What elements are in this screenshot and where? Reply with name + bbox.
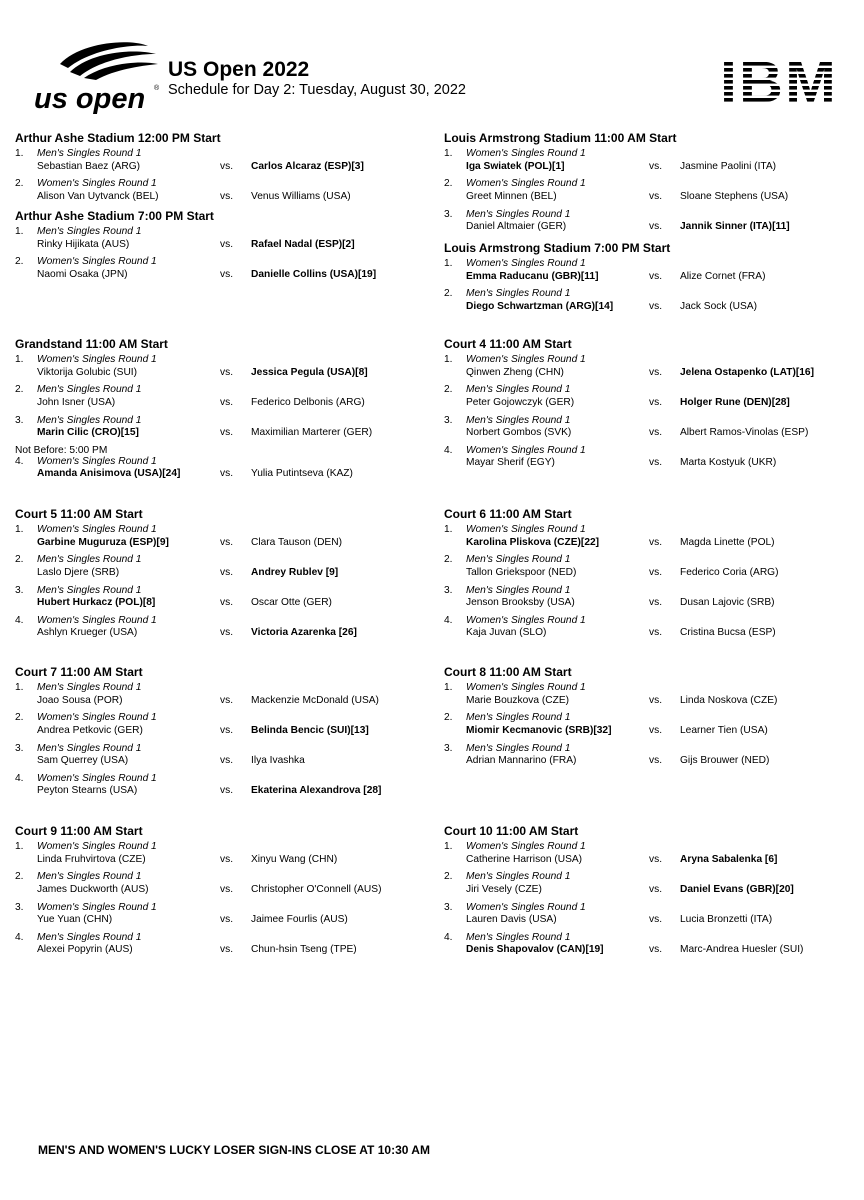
player-one: Sam Querrey (USA) <box>37 755 129 767</box>
match-number: 2. <box>15 256 24 268</box>
court-title: Court 8 11:00 AM Start <box>444 665 572 679</box>
versus-label: vs. <box>220 396 234 408</box>
player-one: Hubert Hurkacz (POL)[8] <box>37 597 156 609</box>
match-row <box>444 354 864 384</box>
match-row <box>15 743 435 773</box>
court-louis-armstrong-stadium-7-00-pm-start <box>444 240 864 319</box>
player-two: Magda Linette (POL) <box>680 536 775 548</box>
us-open-logo <box>30 38 162 116</box>
player-two: Jack Sock (USA) <box>680 300 757 312</box>
match-row <box>444 743 864 773</box>
player-two: Maximilian Marterer (GER) <box>251 427 373 439</box>
match-number: 4. <box>15 614 24 626</box>
svg-text:®: ® <box>154 85 160 92</box>
match-row <box>15 871 435 901</box>
court-title: Court 4 11:00 AM Start <box>444 337 572 351</box>
match-row <box>444 384 864 414</box>
player-one: Joao Sousa (POR) <box>37 694 123 706</box>
player-one: Rinky Hijikata (AUS) <box>37 238 130 250</box>
match-row <box>444 148 864 178</box>
match-number: 1. <box>444 841 453 852</box>
player-two: Daniel Evans (GBR)[20] <box>680 883 794 895</box>
match-number: 2. <box>444 554 453 566</box>
versus-label: vs. <box>220 597 234 609</box>
court-title: Court 6 11:00 AM Start <box>444 507 572 521</box>
match-number: 3. <box>15 901 24 913</box>
not-before-note: Not Before: 5:00 PM <box>15 444 108 456</box>
player-two: Learner Tien (USA) <box>680 724 768 736</box>
player-one: Andrea Petkovic (GER) <box>37 724 143 736</box>
match-row <box>15 456 435 484</box>
player-one: Peter Gojowczyk (GER) <box>466 396 575 408</box>
player-two: Mackenzie McDonald (USA) <box>251 694 379 706</box>
match-round: Men's Singles Round 1 <box>466 584 571 596</box>
match-number: 4. <box>444 444 453 456</box>
match-round: Men's Singles Round 1 <box>37 384 142 396</box>
versus-label: vs. <box>649 914 663 926</box>
player-two: Cristina Bucsa (ESP) <box>680 627 776 639</box>
court-grandstand-11-00-am-start <box>15 336 435 484</box>
versus-label: vs. <box>220 627 234 639</box>
match-row <box>444 178 864 208</box>
versus-label: vs. <box>649 190 663 202</box>
player-two: Jessica Pegula (USA)[8] <box>251 366 368 378</box>
match-number: 3. <box>15 742 24 754</box>
match-number: 1. <box>15 226 24 237</box>
versus-label: vs. <box>649 160 663 172</box>
player-one: Norbert Gombos (SVK) <box>466 427 572 439</box>
court-arthur-ashe-stadium-7-00-pm-start <box>15 208 435 287</box>
versus-label: vs. <box>649 536 663 548</box>
page-subtitle: Schedule for Day 2: Tuesday, August 30, 2022 <box>168 82 466 98</box>
match-number: 4. <box>444 931 453 943</box>
player-one: Adrian Mannarino (FRA) <box>466 755 577 767</box>
player-one: Jiri Vesely (CZE) <box>466 883 542 895</box>
match-number: 1. <box>15 841 24 852</box>
player-one: Alison Van Uytvanck (BEL) <box>37 190 159 202</box>
match-number: 2. <box>444 712 453 724</box>
match-round: Men's Singles Round 1 <box>466 712 571 724</box>
match-round: Women's Singles Round 1 <box>37 772 157 784</box>
versus-label: vs. <box>649 221 663 233</box>
match-row <box>15 354 435 384</box>
match-row <box>444 902 864 932</box>
player-two: Rafael Nadal (ESP)[2] <box>251 238 355 250</box>
match-round: Men's Singles Round 1 <box>37 584 142 596</box>
match-round: Women's Singles Round 1 <box>466 178 586 190</box>
court-court-10-11-00-am-start <box>444 823 864 962</box>
player-two: Danielle Collins (USA)[19] <box>251 268 377 280</box>
court-title: Louis Armstrong Stadium 11:00 AM Start <box>444 131 677 145</box>
match-number: 1. <box>444 354 453 365</box>
match-row <box>15 615 435 645</box>
player-one: Marie Bouzkova (CZE) <box>466 694 570 706</box>
player-two: Ilya Ivashka <box>251 755 305 767</box>
player-two: Andrey Rublev [9] <box>251 566 339 578</box>
versus-label: vs. <box>649 270 663 282</box>
player-one: Laslo Djere (SRB) <box>37 566 120 578</box>
match-row <box>15 712 435 742</box>
court-title: Arthur Ashe Stadium 7:00 PM Start <box>15 209 214 223</box>
player-one: Alexei Popyrin (AUS) <box>37 944 133 956</box>
match-number: 1. <box>15 682 24 693</box>
match-row <box>15 773 435 803</box>
match-row <box>15 554 435 584</box>
player-one: Karolina Pliskova (CZE)[22] <box>466 536 600 548</box>
player-one: Peyton Stearns (USA) <box>37 785 138 797</box>
match-row <box>15 148 435 178</box>
player-two: Holger Rune (DEN)[28] <box>680 396 790 408</box>
court-court-5-11-00-am-start <box>15 506 435 645</box>
match-row <box>15 178 435 208</box>
versus-label: vs. <box>220 160 234 172</box>
match-round: Women's Singles Round 1 <box>466 258 586 269</box>
page-title: US Open 2022 <box>168 58 310 81</box>
match-round: Women's Singles Round 1 <box>466 901 586 913</box>
player-two: Gijs Brouwer (NED) <box>680 755 770 767</box>
court-title: Court 9 11:00 AM Start <box>15 824 143 838</box>
versus-label: vs. <box>220 566 234 578</box>
match-row <box>15 256 435 286</box>
player-two: Jelena Ostapenko (LAT)[16] <box>680 366 814 378</box>
match-round: Men's Singles Round 1 <box>37 682 142 693</box>
match-row <box>15 902 435 932</box>
court-title: Grandstand 11:00 AM Start <box>15 337 168 351</box>
player-one: Yue Yuan (CHN) <box>37 914 113 926</box>
match-number: 2. <box>15 712 24 724</box>
match-round: Women's Singles Round 1 <box>37 841 157 852</box>
match-row <box>15 682 435 712</box>
match-row <box>444 554 864 584</box>
ibm-logo <box>720 56 838 104</box>
player-one: Marin Cilic (CRO)[15] <box>37 427 139 439</box>
match-number: 3. <box>15 414 24 426</box>
match-round: Men's Singles Round 1 <box>37 226 142 237</box>
versus-label: vs. <box>220 785 234 797</box>
player-two: Clara Tauson (DEN) <box>251 536 342 548</box>
versus-label: vs. <box>649 396 663 408</box>
match-round: Women's Singles Round 1 <box>37 901 157 913</box>
match-round: Men's Singles Round 1 <box>37 742 142 754</box>
match-row <box>15 932 435 962</box>
match-round: Women's Singles Round 1 <box>466 841 586 852</box>
player-one: Kaja Juvan (SLO) <box>466 627 547 639</box>
versus-label: vs. <box>649 724 663 736</box>
versus-label: vs. <box>220 427 234 439</box>
court-title: Court 10 11:00 AM Start <box>444 824 579 838</box>
match-round: Men's Singles Round 1 <box>466 742 571 754</box>
player-one: Greet Minnen (BEL) <box>466 190 557 202</box>
player-two: Xinyu Wang (CHN) <box>251 853 338 865</box>
match-number: 3. <box>15 584 24 596</box>
versus-label: vs. <box>649 300 663 312</box>
versus-label: vs. <box>649 597 663 609</box>
versus-label: vs. <box>220 724 234 736</box>
match-round: Women's Singles Round 1 <box>466 682 586 693</box>
match-row <box>444 682 864 712</box>
player-one: Garbine Muguruza (ESP)[9] <box>37 536 169 548</box>
match-round: Men's Singles Round 1 <box>37 554 142 566</box>
versus-label: vs. <box>649 427 663 439</box>
versus-label: vs. <box>220 190 234 202</box>
match-row <box>444 288 864 318</box>
player-one: Viktorija Golubic (SUI) <box>37 366 138 378</box>
player-two: Linda Noskova (CZE) <box>680 694 778 706</box>
match-round: Men's Singles Round 1 <box>466 554 571 566</box>
versus-label: vs. <box>220 536 234 548</box>
match-round: Men's Singles Round 1 <box>466 871 571 883</box>
player-one: Iga Swiatek (POL)[1] <box>466 160 565 172</box>
match-number: 3. <box>444 742 453 754</box>
player-two: Alize Cornet (FRA) <box>680 270 766 282</box>
versus-label: vs. <box>220 694 234 706</box>
player-one: Miomir Kecmanovic (SRB)[32] <box>466 724 612 736</box>
match-round: Women's Singles Round 1 <box>466 444 586 456</box>
player-two: Sloane Stephens (USA) <box>680 190 789 202</box>
player-two: Albert Ramos-Vinolas (ESP) <box>680 427 809 439</box>
player-two: Christopher O'Connell (AUS) <box>251 883 382 895</box>
player-two: Venus Williams (USA) <box>251 190 351 202</box>
player-one: Diego Schwartzman (ARG)[14] <box>466 300 614 312</box>
match-number: 1. <box>444 258 453 269</box>
court-court-9-11-00-am-start <box>15 823 435 962</box>
court-court-7-11-00-am-start <box>15 664 435 803</box>
match-round: Men's Singles Round 1 <box>37 931 142 943</box>
match-number: 1. <box>444 682 453 693</box>
player-one: Qinwen Zheng (CHN) <box>466 366 564 378</box>
logo-wordmark: us open <box>34 83 146 115</box>
match-row <box>15 226 435 256</box>
player-one: Denis Shapovalov (CAN)[19] <box>466 944 604 956</box>
match-row <box>15 524 435 554</box>
match-round: Women's Singles Round 1 <box>466 614 586 626</box>
versus-label: vs. <box>649 883 663 895</box>
match-round: Men's Singles Round 1 <box>466 414 571 426</box>
versus-label: vs. <box>649 853 663 865</box>
court-title: Arthur Ashe Stadium 12:00 PM Start <box>15 131 221 145</box>
match-row <box>444 524 864 554</box>
versus-label: vs. <box>220 468 234 480</box>
versus-label: vs. <box>220 883 234 895</box>
match-row <box>444 209 864 239</box>
match-round: Women's Singles Round 1 <box>37 178 157 190</box>
player-two: Dusan Lajovic (SRB) <box>680 597 775 609</box>
match-row <box>15 841 435 871</box>
player-one: Emma Raducanu (GBR)[11] <box>466 270 599 282</box>
player-two: Victoria Azarenka [26] <box>251 627 357 639</box>
court-court-6-11-00-am-start <box>444 506 864 645</box>
versus-label: vs. <box>220 755 234 767</box>
court-court-4-11-00-am-start <box>444 336 864 475</box>
match-row <box>15 384 435 414</box>
player-two: Marta Kostyuk (UKR) <box>680 457 777 469</box>
player-one: John Isner (USA) <box>37 396 116 408</box>
versus-label: vs. <box>220 366 234 378</box>
match-number: 3. <box>444 901 453 913</box>
versus-label: vs. <box>220 268 234 280</box>
player-two: Oscar Otte (GER) <box>251 597 332 609</box>
versus-label: vs. <box>220 853 234 865</box>
match-round: Men's Singles Round 1 <box>466 208 571 220</box>
court-title: Louis Armstrong Stadium 7:00 PM Start <box>444 241 671 255</box>
versus-label: vs. <box>649 627 663 639</box>
match-round: Men's Singles Round 1 <box>37 148 142 159</box>
match-number: 4. <box>15 772 24 784</box>
versus-label: vs. <box>649 694 663 706</box>
match-round: Men's Singles Round 1 <box>466 384 571 396</box>
player-one: Daniel Altmaier (GER) <box>466 221 567 233</box>
match-round: Women's Singles Round 1 <box>37 614 157 626</box>
match-row <box>444 415 864 445</box>
match-round: Men's Singles Round 1 <box>37 414 142 426</box>
ibm-wordmark: IBM <box>720 56 838 104</box>
match-row <box>444 841 864 871</box>
court-arthur-ashe-stadium-12-00-pm-start <box>15 130 435 209</box>
match-number: 2. <box>15 384 24 396</box>
player-two: Carlos Alcaraz (ESP)[3] <box>251 160 364 172</box>
match-round: Women's Singles Round 1 <box>37 712 157 724</box>
player-one: Ashlyn Krueger (USA) <box>37 627 138 639</box>
match-round: Women's Singles Round 1 <box>466 524 586 535</box>
match-round: Women's Singles Round 1 <box>37 256 157 268</box>
match-number: 1. <box>15 148 24 159</box>
match-number: 2. <box>444 178 453 190</box>
match-round: Women's Singles Round 1 <box>37 354 157 365</box>
versus-label: vs. <box>649 755 663 767</box>
player-two: Jaimee Fourlis (AUS) <box>251 914 348 926</box>
player-two: Jannik Sinner (ITA)[11] <box>680 221 790 233</box>
player-one: Amanda Anisimova (USA)[24] <box>37 468 181 480</box>
player-one: Catherine Harrison (USA) <box>466 853 583 865</box>
versus-label: vs. <box>220 914 234 926</box>
page-header <box>0 0 864 120</box>
match-row <box>444 585 864 615</box>
court-louis-armstrong-stadium-11-00-am-start <box>444 130 864 239</box>
match-number: 4. <box>15 931 24 943</box>
player-two: Aryna Sabalenka [6] <box>680 853 778 865</box>
versus-label: vs. <box>220 238 234 250</box>
player-one: Naomi Osaka (JPN) <box>37 268 128 280</box>
match-number: 1. <box>444 148 453 159</box>
match-row <box>15 415 435 445</box>
player-two: Chun-hsin Tseng (TPE) <box>251 944 357 956</box>
match-row <box>15 585 435 615</box>
player-one: Sebastian Baez (ARG) <box>37 160 141 172</box>
court-title: Court 7 11:00 AM Start <box>15 665 143 679</box>
match-number: 4. <box>15 455 24 467</box>
player-one: Jenson Brooksby (USA) <box>466 597 575 609</box>
match-number: 1. <box>15 354 24 365</box>
versus-label: vs. <box>220 944 234 956</box>
court-title: Court 5 11:00 AM Start <box>15 507 143 521</box>
match-number: 2. <box>15 554 24 566</box>
match-round: Women's Singles Round 1 <box>37 524 157 535</box>
player-one: James Duckworth (AUS) <box>37 883 149 895</box>
player-two: Jasmine Paolini (ITA) <box>680 160 777 172</box>
versus-label: vs. <box>649 457 663 469</box>
player-two: Federico Coria (ARG) <box>680 566 779 578</box>
match-number: 2. <box>444 288 453 300</box>
court-court-8-11-00-am-start <box>444 664 864 773</box>
match-round: Men's Singles Round 1 <box>466 288 571 300</box>
match-round: Men's Singles Round 1 <box>37 871 142 883</box>
match-number: 3. <box>444 208 453 220</box>
match-number: 1. <box>15 524 24 535</box>
match-row <box>444 258 864 288</box>
player-one: Linda Fruhvirtova (CZE) <box>37 853 146 865</box>
match-row <box>444 712 864 742</box>
player-one: Tallon Griekspoor (NED) <box>466 566 577 578</box>
match-round: Women's Singles Round 1 <box>466 354 586 365</box>
player-two: Yulia Putintseva (KAZ) <box>251 468 353 480</box>
versus-label: vs. <box>649 366 663 378</box>
player-two: Ekaterina Alexandrova [28] <box>251 785 382 797</box>
player-one: Lauren Davis (USA) <box>466 914 557 926</box>
player-two: Federico Delbonis (ARG) <box>251 396 365 408</box>
match-number: 3. <box>444 414 453 426</box>
match-round: Men's Singles Round 1 <box>466 931 571 943</box>
match-row <box>444 445 864 475</box>
match-number: 1. <box>444 524 453 535</box>
player-two: Lucia Bronzetti (ITA) <box>680 914 773 926</box>
match-number: 2. <box>15 178 24 190</box>
match-row <box>444 871 864 901</box>
match-number: 2. <box>444 384 453 396</box>
versus-label: vs. <box>649 566 663 578</box>
match-number: 4. <box>444 614 453 626</box>
player-two: Marc-Andrea Huesler (SUI) <box>680 944 804 956</box>
player-two: Belinda Bencic (SUI)[13] <box>251 724 369 736</box>
match-row <box>444 932 864 962</box>
versus-label: vs. <box>649 944 663 956</box>
lucky-loser-notice: MEN'S AND WOMEN'S LUCKY LOSER SIGN-INS CLOSE AT 10:30 AM <box>38 1143 430 1157</box>
match-number: 2. <box>15 871 24 883</box>
match-round: Women's Singles Round 1 <box>37 455 157 467</box>
player-one: Mayar Sherif (EGY) <box>466 457 555 469</box>
match-row <box>444 615 864 645</box>
match-round: Women's Singles Round 1 <box>466 148 586 159</box>
match-number: 2. <box>444 871 453 883</box>
match-number: 3. <box>444 584 453 596</box>
